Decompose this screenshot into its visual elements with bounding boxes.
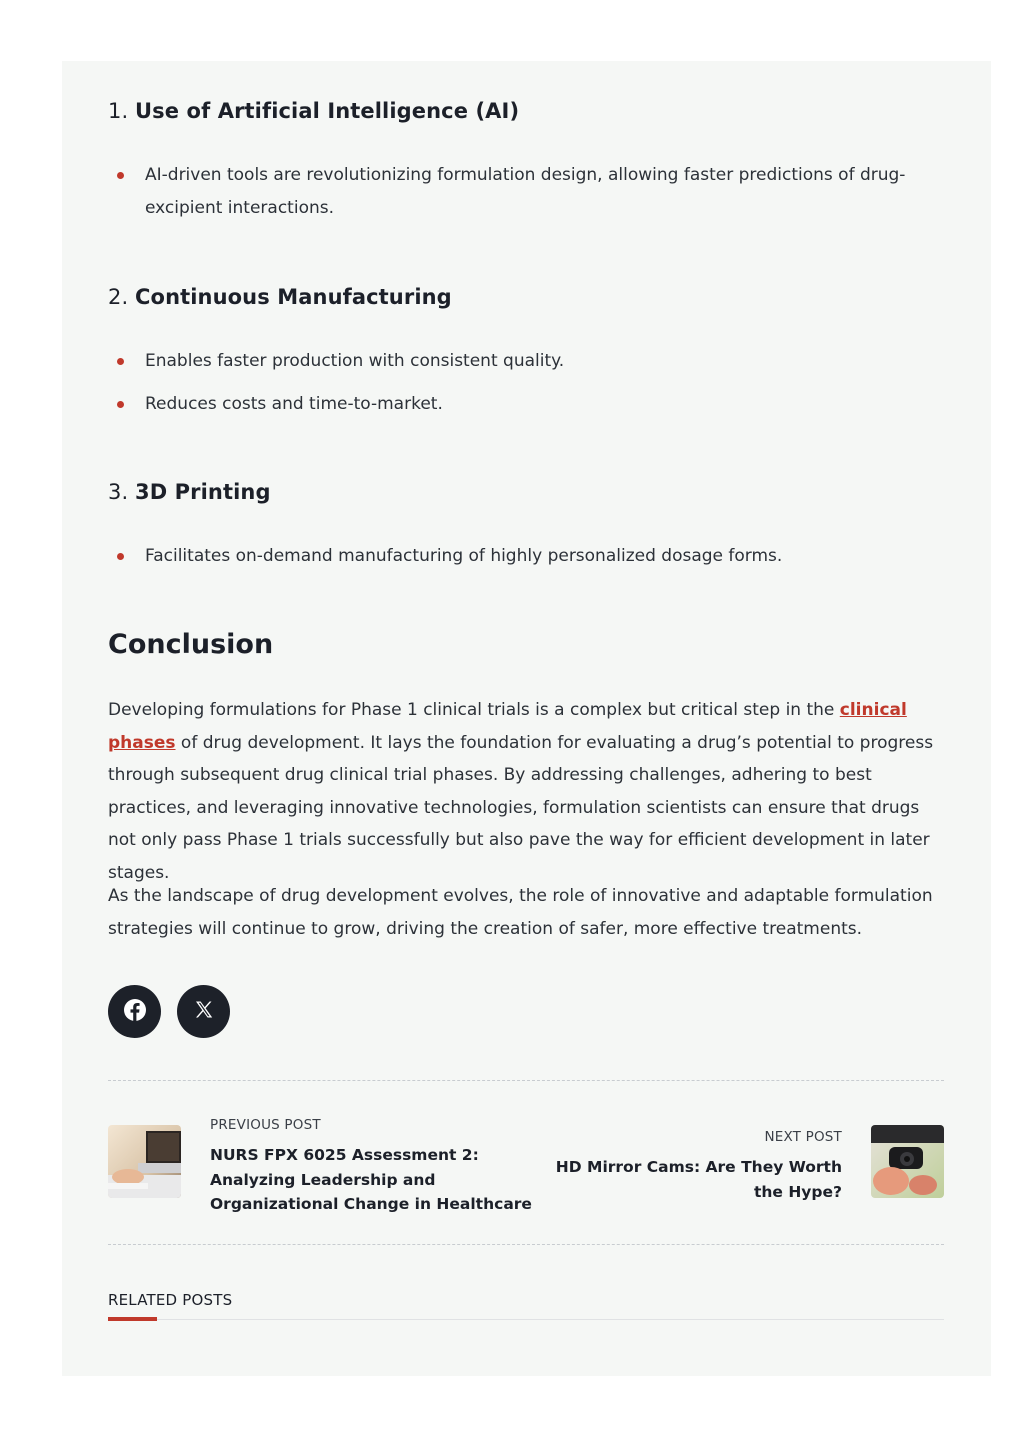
x-share-button[interactable]: [177, 985, 230, 1038]
section-title: 3D Printing: [135, 480, 271, 504]
paragraph-text: Developing formulations for Phase 1 clinical trials is a complex but critical step in the: [108, 700, 840, 720]
list-item: Enables faster production with consistent quality.: [108, 345, 908, 378]
paragraph-text: of drug development. It lays the foundation for evaluating a drug’s potential to progress through subsequent drug clinical trial phases. By addressing challenges, adhering to best practices, and leveraging innovative technologies, formulation scientists can ensure that drugs not only pass Phase 1 trials successfully but also pave the way for efficient development in later stages.: [108, 732, 934, 883]
x-icon: [194, 1000, 214, 1024]
section-number: 3.: [108, 480, 129, 504]
next-post-thumbnail[interactable]: [871, 1125, 944, 1198]
related-posts-accent-bar: [108, 1317, 157, 1321]
related-posts-underline: [108, 1319, 944, 1320]
facebook-icon: [123, 998, 147, 1026]
previous-post-label: PREVIOUS POST: [210, 1117, 321, 1133]
section-list-3d-printing: [108, 540, 908, 573]
section-heading-ai: [108, 99, 519, 123]
section-number: 2.: [108, 285, 129, 309]
section-number: 1.: [108, 99, 129, 123]
next-post-label: NEXT POST: [764, 1129, 842, 1145]
post-navigation: [108, 1111, 944, 1231]
section-title: Continuous Manufacturing: [135, 285, 452, 309]
clinical-phases-link[interactable]: clinical phases: [108, 700, 907, 753]
article-card: [62, 61, 991, 1376]
divider: [108, 1244, 944, 1245]
section-heading-continuous-manufacturing: [108, 285, 452, 309]
next-post-title[interactable]: HD Mirror Cams: Are They Worth the Hype?: [555, 1158, 842, 1201]
section-heading-3d-printing: [108, 480, 271, 504]
section-list-continuous-manufacturing: [108, 345, 908, 420]
previous-post-thumbnail[interactable]: [108, 1125, 181, 1198]
list-item: Reduces costs and time-to-market.: [108, 388, 908, 421]
related-posts: [108, 1291, 944, 1320]
social-share: [108, 985, 230, 1038]
related-posts-title: RELATED POSTS: [108, 1291, 233, 1309]
facebook-share-button[interactable]: [108, 985, 161, 1038]
previous-post-title[interactable]: NURS FPX 6025 Assessment 2: Analyzing Leadership and Organizational Change in Healthcare: [210, 1146, 532, 1213]
list-item: AI-driven tools are revolutionizing formulation design, allowing faster predictions of drug-excipient interactions.: [108, 159, 908, 224]
section-title: Use of Artificial Intelligence (AI): [135, 99, 520, 123]
conclusion-heading: Conclusion: [108, 629, 274, 660]
conclusion-paragraph-2: As the landscape of drug development evolves, the role of innovative and adaptable formulation strategies will continue to grow, driving the creation of safer, more effective treatments.: [108, 886, 933, 939]
section-list-ai: [108, 159, 908, 224]
divider: [108, 1080, 944, 1081]
conclusion-paragraph-1: [108, 694, 948, 889]
list-item: Facilitates on-demand manufacturing of highly personalized dosage forms.: [108, 540, 908, 573]
